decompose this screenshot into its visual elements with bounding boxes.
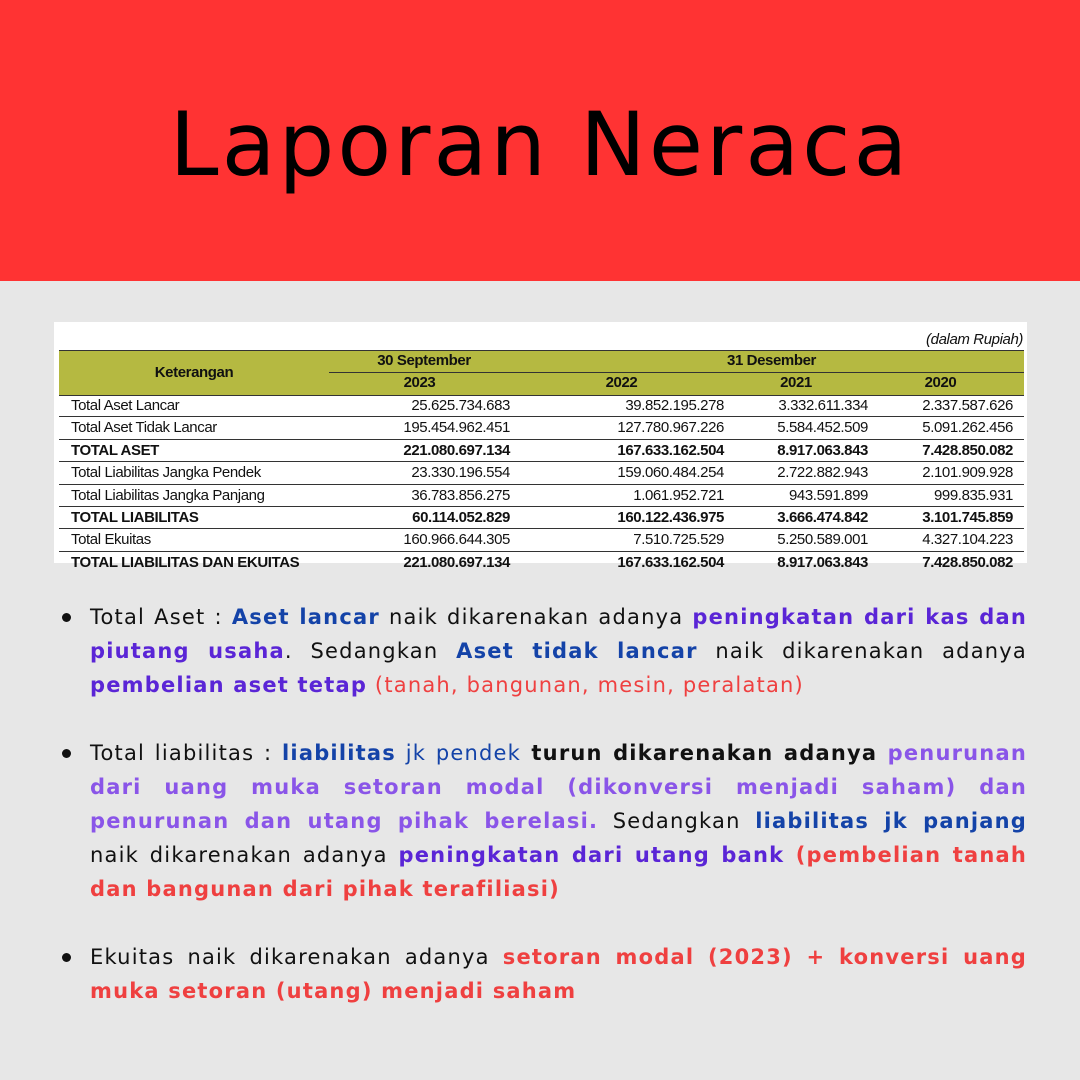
title-banner [0, 0, 1080, 281]
note-liabilitas [62, 736, 1027, 906]
table-row [59, 440, 1024, 462]
note-text: Sedangkan [598, 809, 756, 833]
header-year: 2020 [924, 374, 957, 391]
cell-value: 7.428.850.082 [922, 553, 1013, 571]
cell-value: 4.327.104.223 [922, 531, 1013, 549]
cell-value: 221.080.697.134 [403, 553, 510, 571]
note-ekuitas [62, 940, 1027, 1008]
unit-note: (dalam Rupiah) [926, 331, 1023, 348]
cell-value: 36.783.856.275 [411, 486, 510, 504]
note-text: naik dikarenakan adanya [90, 843, 399, 867]
cell-value: 5.584.452.509 [777, 419, 868, 437]
note-highlight: penurunan dari uang muka setoran modal (dikonversi menjadi saham) dan penurunan dan utang pihak berelasi. [90, 741, 1027, 833]
note-detail: (pembelian tanah dan bangunan dari pihak terafiliasi) [90, 843, 1027, 901]
note-aset [62, 600, 1027, 702]
note-highlight: jk pendek [395, 741, 522, 765]
header-divider [329, 372, 1024, 373]
cell-value: 160.966.644.305 [403, 531, 510, 549]
cell-value: 159.060.484.254 [617, 464, 724, 482]
note-text: . Sedangkan [284, 639, 457, 663]
table-row [59, 395, 1024, 417]
cell-value: 3.332.611.334 [778, 397, 868, 414]
note-highlight: Aset lancar [231, 605, 380, 629]
row-label: Total Liabilitas Jangka Pendek [71, 464, 261, 482]
cell-value: 39.852.195.278 [625, 397, 724, 414]
page-title: Laporan Neraca [169, 93, 911, 196]
header-year: 2021 [780, 374, 812, 391]
balance-sheet-table [54, 322, 1027, 571]
cell-value: 3.666.474.842 [777, 508, 868, 526]
cell-value: 7.428.850.082 [922, 441, 1013, 459]
cell-value: 167.633.162.504 [617, 553, 724, 571]
cell-value: 167.633.162.504 [617, 441, 724, 459]
header-year: 2022 [605, 374, 638, 391]
cell-value: 5.091.262.456 [922, 419, 1013, 437]
row-label: TOTAL LIABILITAS [71, 508, 199, 526]
note-text: naik dikarenakan adanya [697, 639, 1027, 663]
row-label: TOTAL LIABILITAS DAN EKUITAS [71, 553, 300, 571]
note-text: Total liabilitas : [90, 741, 283, 765]
cell-value: 3.101.745.859 [922, 508, 1013, 526]
note-highlight: Aset tidak lancar [456, 639, 698, 663]
cell-value: 195.454.962.451 [403, 419, 510, 437]
cell-value: 8.917.063.843 [777, 441, 868, 459]
note-highlight: liabilitas [282, 741, 396, 765]
notes-list [62, 600, 1027, 1042]
row-label: Total Ekuitas [71, 531, 151, 549]
header-group-september: 30 September [377, 352, 471, 369]
note-highlight: liabilitas jk panjang [755, 809, 1027, 833]
header-group-desember: 31 Desember [727, 352, 816, 369]
table-header [59, 350, 1024, 396]
note-text: Ekuitas naik dikarenakan adanya [90, 945, 503, 969]
cell-value: 943.591.899 [788, 486, 868, 504]
header-year: 2023 [403, 374, 436, 391]
cell-value: 2.101.909.928 [922, 464, 1013, 482]
header-keterangan: Keterangan [154, 364, 234, 381]
cell-value: 2.722.882.943 [777, 464, 868, 482]
table-row [59, 462, 1024, 484]
cell-value: 127.780.967.226 [617, 419, 724, 437]
row-label: Total Liabilitas Jangka Panjang [71, 486, 265, 504]
cell-value: 2.337.587.626 [922, 397, 1013, 414]
note-highlight: peningkatan dari utang bank [398, 843, 785, 867]
row-label: Total Aset Lancar [71, 397, 180, 414]
cell-value: 25.625.734.683 [411, 397, 510, 414]
table-row [59, 417, 1024, 439]
cell-value: 8.917.063.843 [777, 553, 868, 571]
table-row [59, 507, 1024, 529]
note-text: Total Aset : [90, 605, 232, 629]
note-text: naik dikarenakan adanya [379, 605, 693, 629]
table-row [59, 485, 1024, 507]
cell-value: 160.122.436.975 [617, 508, 724, 526]
cell-value: 7.510.725.529 [633, 531, 724, 549]
cell-value: 60.114.052.829 [412, 508, 510, 526]
cell-value: 5.250.589.001 [777, 531, 868, 549]
note-highlight: setoran modal (2023) + konversi uang muka setoran (utang) menjadi saham [90, 945, 1027, 1003]
note-highlight: pembelian aset tetap [90, 673, 368, 697]
row-label: Total Aset Tidak Lancar [71, 419, 217, 437]
table-row [59, 529, 1024, 551]
note-highlight: peningkatan dari kas dan piutang usaha [90, 605, 1027, 663]
cell-value: 23.330.196.554 [411, 464, 510, 482]
note-text: turun dikarenakan adanya [521, 741, 888, 765]
table-body [59, 395, 1024, 573]
note-detail: (tanah, bangunan, mesin, peralatan) [367, 673, 804, 697]
cell-value: 221.080.697.134 [403, 441, 510, 459]
cell-value: 1.061.952.721 [633, 486, 724, 504]
cell-value: 999.835.931 [933, 486, 1013, 504]
table-row [59, 552, 1024, 573]
row-label: TOTAL ASET [71, 441, 159, 459]
